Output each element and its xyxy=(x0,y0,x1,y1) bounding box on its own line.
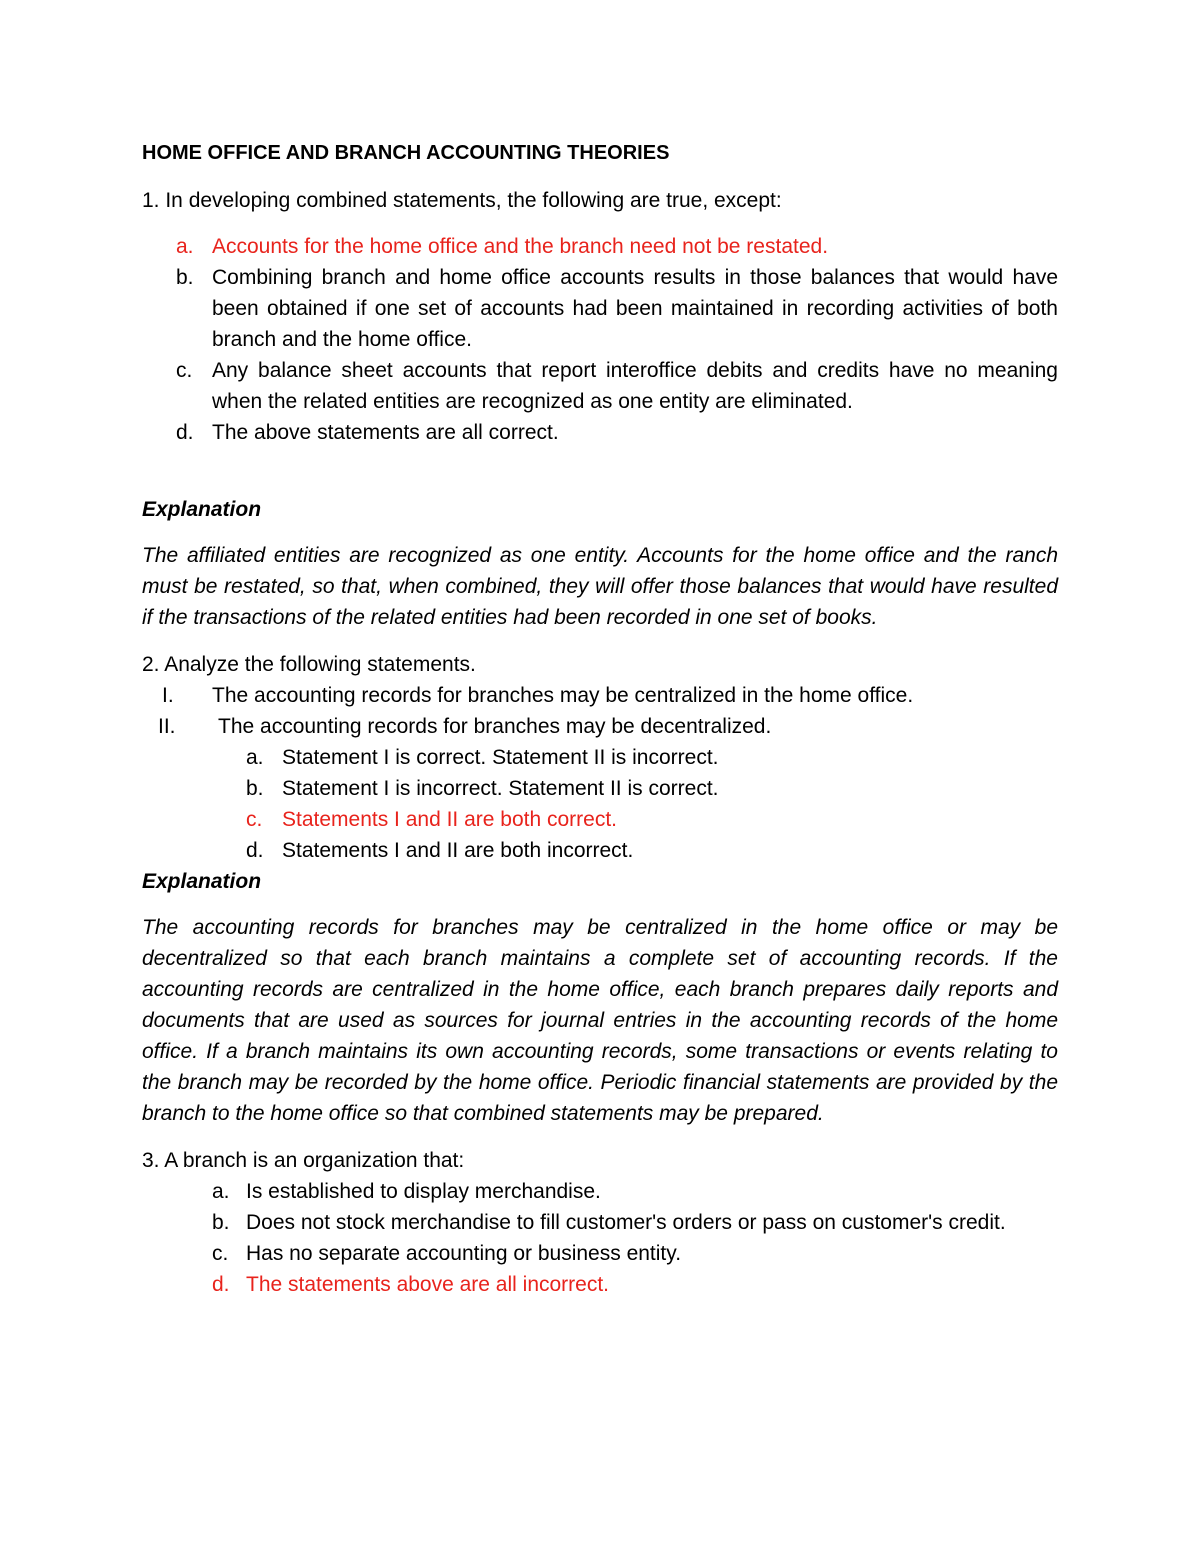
option-label: b. xyxy=(212,1211,230,1234)
q2-option-b xyxy=(142,773,1058,804)
q3-option-c xyxy=(142,1238,1058,1269)
option-label: c. xyxy=(176,359,193,382)
question-2: 2. Analyze the following statements. xyxy=(142,653,476,676)
q1-explanation: The affiliated entities are recognized as one entity. Accounts for the home office and the ranch must be restated, so that, when combined, they will offer those balances that would have resulted if the transactions of the related entities had been recorded in one set of books. xyxy=(142,544,1058,629)
question-2-options xyxy=(142,742,1058,866)
option-label: d. xyxy=(212,1273,230,1296)
statement-text: The accounting records for branches may be centralized in the home office. xyxy=(212,684,914,707)
option-text: Accounts for the home office and the branch need not be restated. xyxy=(212,235,829,258)
q2-option-d xyxy=(142,835,1058,866)
option-label: d. xyxy=(176,421,194,444)
q1-option-b xyxy=(142,262,1058,355)
question-1: 1. In developing combined statements, the following are true, except: xyxy=(142,189,782,212)
q2-option-a xyxy=(142,742,1058,773)
q1-explanation-heading: Explanation xyxy=(142,498,262,521)
option-label: a. xyxy=(246,746,264,769)
q3-option-b xyxy=(142,1207,1058,1238)
option-label: b. xyxy=(246,777,264,800)
document-page xyxy=(142,138,1058,1300)
option-label: a. xyxy=(176,235,194,258)
option-text: Statement I is incorrect. Statement II is correct. xyxy=(282,777,719,800)
statement-label: II. xyxy=(158,715,176,738)
statement-text: The accounting records for branches may be decentralized. xyxy=(218,715,772,738)
q2-explanation-heading: Explanation xyxy=(142,870,262,893)
option-label: d. xyxy=(246,839,264,862)
q3-option-a xyxy=(142,1176,1058,1207)
option-text: Statement I is correct. Statement II is incorrect. xyxy=(282,746,719,769)
option-text: Statements I and II are both incorrect. xyxy=(282,839,634,862)
option-label: c. xyxy=(212,1242,229,1265)
option-text: Is established to display merchandise. xyxy=(246,1180,601,1203)
option-text: The above statements are all correct. xyxy=(212,421,559,444)
q1-option-c xyxy=(142,355,1058,417)
option-label: b. xyxy=(176,266,194,289)
option-text: Does not stock merchandise to fill customer's orders or pass on customer's credit. xyxy=(246,1211,1006,1234)
q2-explanation: The accounting records for branches may be centralized in the home office or may be decentralized so that each branch maintains a complete set of accounting records. If the accounting records are centralized in the home office, each branch prepares daily reports and documents that are used as sources for journal entries in the accounting records of the home office. If a branch maintains its own accounting records, some transactions or events relating to the branch may be recorded by the home office. Periodic financial statements are provided by the branch to the home office so that combined statements may be prepared. xyxy=(142,916,1058,1125)
document-title: HOME OFFICE AND BRANCH ACCOUNTING THEORIES xyxy=(142,142,670,164)
q2-statement-1 xyxy=(142,680,1058,711)
option-label: c. xyxy=(246,808,263,831)
statement-label: I. xyxy=(162,684,174,707)
q3-option-d xyxy=(142,1269,1058,1300)
option-text: Combining branch and home office accounts results in those balances that would have been obtained if one set of accounts had been maintained in recording activities of both branch and the home office. xyxy=(212,266,1058,351)
option-text: Statements I and II are both correct. xyxy=(282,808,618,831)
option-text: The statements above are all incorrect. xyxy=(246,1273,610,1296)
q1-option-a xyxy=(142,231,1058,262)
q1-option-d xyxy=(142,417,1058,448)
question-1-options xyxy=(142,231,1058,448)
question-3: 3. A branch is an organization that: xyxy=(142,1149,465,1172)
q2-option-c xyxy=(142,804,1058,835)
option-text: Any balance sheet accounts that report interoffice debits and credits have no meaning when the related entities are recognized as one entity are eliminated. xyxy=(212,359,1058,413)
option-text: Has no separate accounting or business entity. xyxy=(246,1242,682,1265)
question-2-statements xyxy=(142,680,1058,742)
option-label: a. xyxy=(212,1180,230,1203)
q2-statement-2 xyxy=(142,711,1058,742)
question-3-options xyxy=(142,1176,1058,1300)
